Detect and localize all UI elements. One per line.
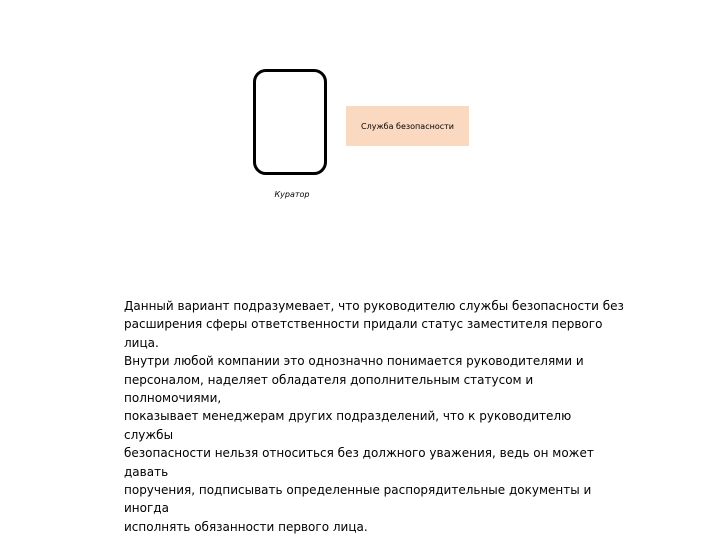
security-service-box	[346, 106, 469, 146]
security-service-label: Служба безопасности	[361, 121, 454, 131]
curator-label: Куратор	[274, 190, 310, 199]
curator-box	[253, 69, 327, 175]
body-paragraph: Данный вариант подразумевает, что руководителю службы безопасности без расширения сферы ответственности придали статус заместителя первого лица. Внутри любой компании это однозначно понимается руководителями и персоналом, наделяет обладателя дополнительным статусом и полномочиями, показывает менеджерам других подразделений, что к руководителю службы безопасности нельзя относиться без должного уважения, ведь он может давать поручения, подписывать определенные распорядительные документы и иногда исполнять обязанности первого лица.	[124, 299, 624, 534]
